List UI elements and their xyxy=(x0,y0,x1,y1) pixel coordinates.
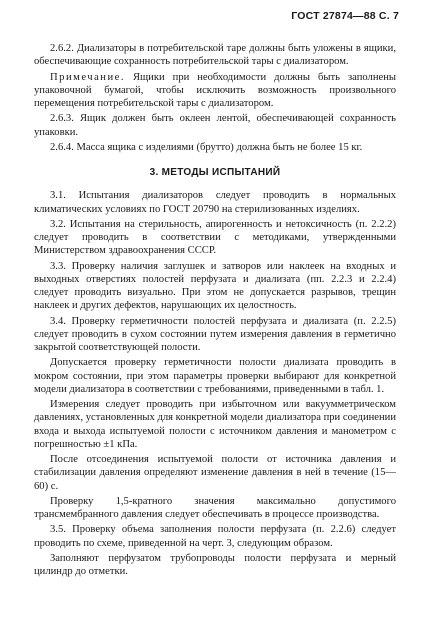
paragraph-2-6-2: 2.6.2. Диализаторы в потребительской таре должны быть уложены в ящики, обеспечивающие сохранность потребительской тары с диализатором. xyxy=(34,43,396,68)
paragraph-3-3: 3.3. Проверку наличия заглушек и затворов или наклеек на входных и выходных отверстиях полостей перфузата и диализата (пп. 2.2.3 и 2.2.4) следует проводить визуально. При этом не допускается разрывов, трещин наклеек и других дефектов, нарушающих их целостность. xyxy=(34,260,396,312)
document-body xyxy=(34,42,396,580)
section-title: 3. МЕТОДЫ ИСПЫТАНИЙ xyxy=(149,167,281,178)
paragraph-3-2: 3.2. Испытания на стерильность, апирогенность и нетоксичность (п. 2.2.2) следует проводить в соответствии с методиками, утвержденными Министерством здравоохранения СССР. xyxy=(34,218,396,257)
paragraph-3-4-wet: Допускается проверку герметичности полости диализата проводить в мокром состоянии, при этом параметры проверки выбирают для конкретной модели диализатора в соответствии с требованиями, приведенными в табл. 1. xyxy=(34,357,396,395)
note-paragraph xyxy=(34,71,396,111)
page-header: ГОСТ 27874—88 С. 7 xyxy=(291,10,399,22)
paragraph-3-4: 3.4. Проверку герметичности полостей перфузата и диализата (п. 2.2.5) следует проводить в сухом состоянии путем измерения давления в герметично закрытой соответствующей полости. xyxy=(34,315,396,353)
paragraph-3-4-pressure: Измерения следует проводить при избыточном или вакуумметрическом давлениях, установленных для конкретной модели диализатора при соединении входа и выхода испытуемой полости с источником давления и манометром с погрешностью ±1 кПа. xyxy=(34,399,396,450)
paragraph-3-5: 3.5. Проверку объема заполнения полости перфузата (п. 2.2.6) следует проводить по схеме, приведенной на черт. 3, следующим образом. xyxy=(34,524,396,549)
paragraph-3-1: 3.1. Испытания диализаторов следует проводить в нормальных климатических условиях по ГОСТ 20790 на стерилизованных изделиях. xyxy=(34,190,396,215)
paragraph-2-6-4: 2.6.4. Масса ящика с изделиями (брутто) должна быть не более 15 кг. xyxy=(50,141,363,153)
paragraph-3-4-transmembrane: Проверку 1,5-кратного значения максимально допустимого трансмембранного давления следует обеспечивать в процессе производства. xyxy=(34,495,396,520)
note-text: Ящики при необходимости должны быть заполнены упаковочной бумагой, чтобы исключить возможность произвольного перемещения потребительской тары с диализатором. xyxy=(34,71,396,109)
paragraph-3-4-disconnect: После отсоединения испытуемой полости от источника давления и стабилизации давления определяют изменение давления в ней в течение (15—60) с. xyxy=(34,454,396,492)
paragraph-3-5-fill: Заполняют перфузатом трубопроводы полости перфузата и мерный цилиндр до отметки. xyxy=(34,552,396,577)
paragraph-2-6-3: 2.6.3. Ящик должен быть оклеен лентой, обеспечивающей сохранность упаковки. xyxy=(34,113,396,138)
note-label: Примечание. xyxy=(50,71,125,83)
